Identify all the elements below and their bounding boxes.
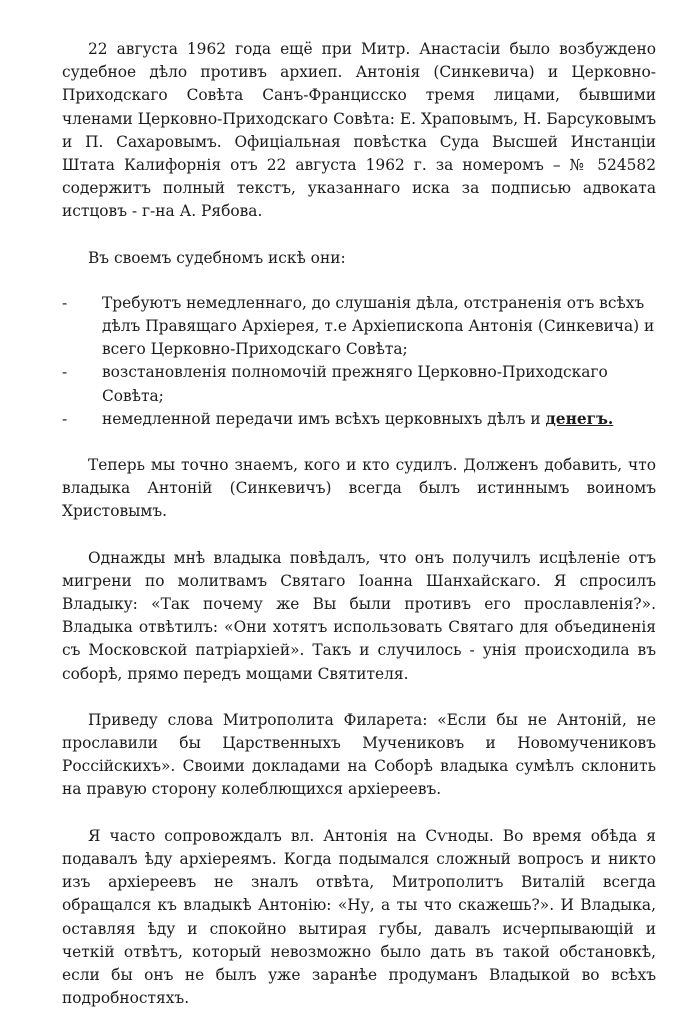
paragraph-spacer <box>62 431 656 454</box>
paragraph-spacer <box>62 224 656 247</box>
list-item-text: возстановленія полномочій прежняго Церковно-Приходскаго Совѣта; <box>102 363 608 405</box>
paragraph-spacer <box>62 270 656 292</box>
lawsuit-demands-list <box>62 292 656 431</box>
list-marker: - <box>62 409 68 428</box>
list-item <box>62 408 656 431</box>
paragraph-lawsuit-claims-lead: Въ своемъ судебномъ искѣ они: <box>88 248 346 267</box>
list-marker: - <box>62 293 68 312</box>
paragraph-metropolitan-philaret-quote: Приведу слова Митрополита Филарета: «Если бы не Антоній, не прославили бы Царственныхъ Мучениковъ и Новомучениковъ Россійскихъ». Своими докладами на Соборѣ владыка сумѣлъ склонить на правую сторону колеблющихся архіереевъ. <box>62 710 656 799</box>
list-item <box>62 292 656 362</box>
list-item-text: Требуютъ немедленнаго, до слушанія дѣла, отстраненія отъ всѣхъ дѣлъ Правящаго Архіерея, т.е Архіепископа Антонія (Синкевича) и всего Церковно-Приходскаго Совѣта; <box>102 293 655 359</box>
paragraph-spacer <box>62 802 656 825</box>
paragraph-healing-story: Однажды мнѣ владыка повѣдалъ, что онъ получилъ исцѣленіе отъ мигрени по молитвамъ Святаго Іоанна Шанхайскаго. Я спросилъ Владыку: «Так почему же Вы были противъ его прославленія?». Владыка отвѣтилъ: «Они хотятъ использовать Святаго для объединенія съ Московской патріархіей». Такъ и случилось - унія происходила въ соборѣ, прямо передъ мощами Святителя. <box>62 548 656 683</box>
paragraph-spacer <box>62 524 656 547</box>
paragraph-spacer <box>62 686 656 709</box>
paragraph-lawsuit-intro: 22 августа 1962 года ещё при Митр. Анастасіи было возбуждено судебное дѣло противъ архиеп. Антонія (Синкевича) и Церковно-Приходскаго Совѣта Санъ-Францисско тремя лицами, бывшими членами Церковно-Приходскаго Совѣта: Е. Храповымъ, Н. Барсуковымъ и П. Сахаровымъ. Офиціальная повѣстка Суда Высшей Инстанціи Штата Калифорнія отъ 22 августа 1962 г. за номеромъ – № 524582 содержитъ полный текстъ, указаннаго иска за подписью адвоката истцовъ - г-на А. Рябова. <box>62 40 656 221</box>
list-item <box>62 361 656 407</box>
paragraph-synod-recollection: Я часто сопровождалъ вл. Антонія на Сѵноды. Во время обѣда я подавалъ ѣду архіереямъ. Когда подымался сложный вопросъ и никто изъ архіереевъ не зналъ отвѣта, Митрополитъ Виталій всегда обращался къ владыкѣ Антонію: «Ну, а ты что скажешь?». И Владыка, оставляя ѣду и спокойно вытирая губы, давалъ исчерпывающій и четкій отвѣтъ, который невозможно было дать въ такой обстановкѣ, если бы онъ не былъ уже заранѣе продуманъ Владыкой во всѣхъ подробностяхъ. <box>62 826 656 1008</box>
paragraph-antony-warrior: Теперь мы точно знаемъ, кого и кто судилъ. Долженъ добавить, что владыка Антоній (Синкевичъ) всегда былъ истиннымъ воиномъ Христовымъ. <box>62 456 656 521</box>
list-item-text: немедленной передачи имъ всѣхъ церковныхъ дѣлъ и <box>102 409 546 428</box>
list-item-emphasis: денегъ. <box>545 409 614 428</box>
list-marker: - <box>62 363 68 382</box>
